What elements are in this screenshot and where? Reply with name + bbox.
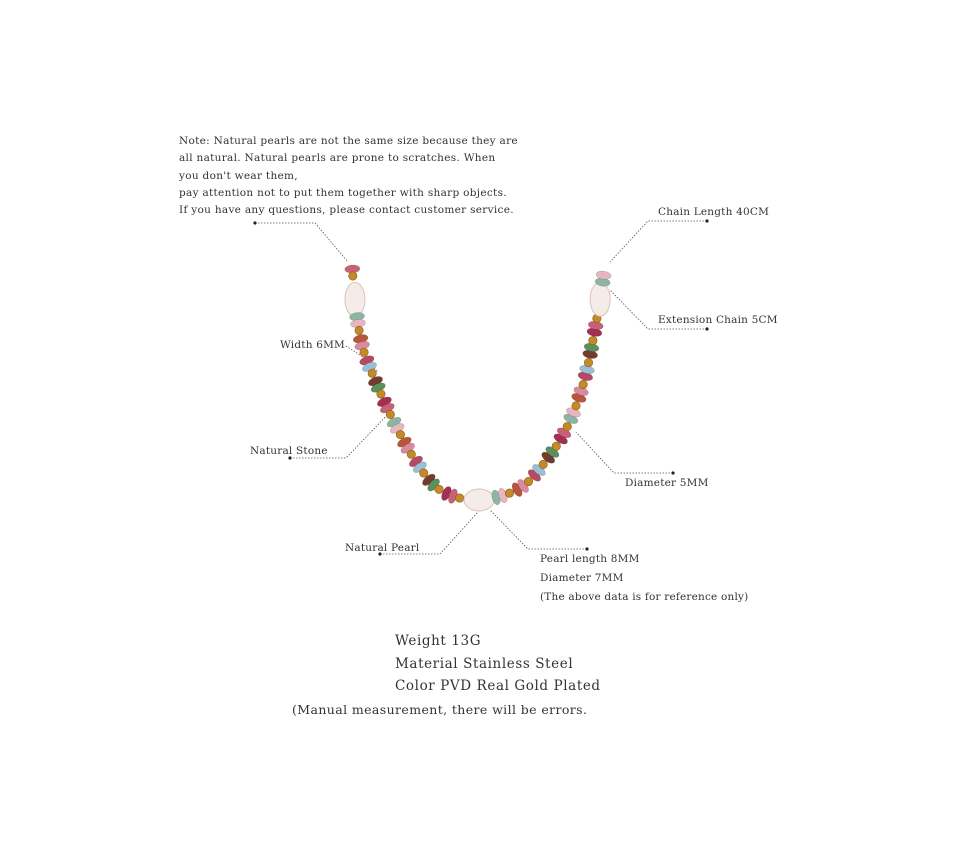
- gold-bead: [572, 402, 580, 410]
- gold-bead: [589, 336, 597, 344]
- gold-bead: [368, 369, 376, 377]
- gold-bead: [435, 485, 443, 493]
- note-line: pay attention not to put them together with sharp objects.: [179, 186, 507, 199]
- pearl-length-leader: [490, 510, 587, 549]
- natural-pearl-label: Natural Pearl: [345, 542, 420, 554]
- necklace-beads: [345, 264, 612, 510]
- reference-note: (The above data is for reference only): [540, 591, 749, 603]
- manual-measurement-note: (Manual measurement, there will be errors.: [292, 702, 588, 716]
- gold-bead: [377, 390, 385, 398]
- gold-bead: [579, 380, 587, 388]
- gold-bead: [584, 358, 592, 366]
- gold-bead: [563, 422, 571, 430]
- gold-bead: [386, 410, 394, 418]
- gold-bead: [524, 477, 532, 485]
- gold-bead: [552, 442, 560, 450]
- gold-bead: [420, 469, 428, 477]
- width-label: Width 6MM: [280, 339, 345, 351]
- weight-spec: Weight 13G: [395, 633, 482, 649]
- chain-length-label: Chain Length 40CM: [658, 206, 770, 218]
- pearl-diameter-label: Diameter 7MM: [540, 572, 624, 584]
- pearl-bead: [464, 489, 494, 511]
- diameter-stone-label: Diameter 5MM: [625, 477, 709, 489]
- gold-bead: [455, 494, 463, 502]
- material-spec: Material Stainless Steel: [395, 655, 574, 672]
- gold-bead: [539, 460, 547, 468]
- note-line: all natural. Natural pearls are prone to scratches. When: [179, 152, 496, 165]
- chain-length-leader: [610, 221, 707, 262]
- product-specs: [395, 630, 601, 698]
- gold-bead: [360, 348, 368, 356]
- gold-bead: [505, 489, 513, 497]
- color-spec: Color PVD Real Gold Plated: [395, 678, 601, 694]
- pearl-bead: [345, 282, 365, 316]
- pearl-length-label: Pearl length 8MM: [540, 553, 640, 565]
- note-line: you don't wear them,: [179, 169, 298, 182]
- natural-stone-label: Natural Stone: [250, 445, 328, 457]
- note-line: Note: Natural pearls are not the same size because they are: [179, 135, 518, 147]
- extension-chain-label: Extension Chain 5CM: [658, 314, 778, 326]
- pearl-bead: [590, 282, 610, 316]
- gold-bead: [349, 272, 357, 280]
- note-leader: [255, 223, 348, 262]
- note-line: If you have any questions, please contact customer service.: [179, 204, 514, 217]
- gold-bead: [355, 326, 363, 334]
- gold-bead: [407, 450, 415, 458]
- gold-bead: [396, 430, 404, 438]
- diameter-leader: [576, 432, 673, 473]
